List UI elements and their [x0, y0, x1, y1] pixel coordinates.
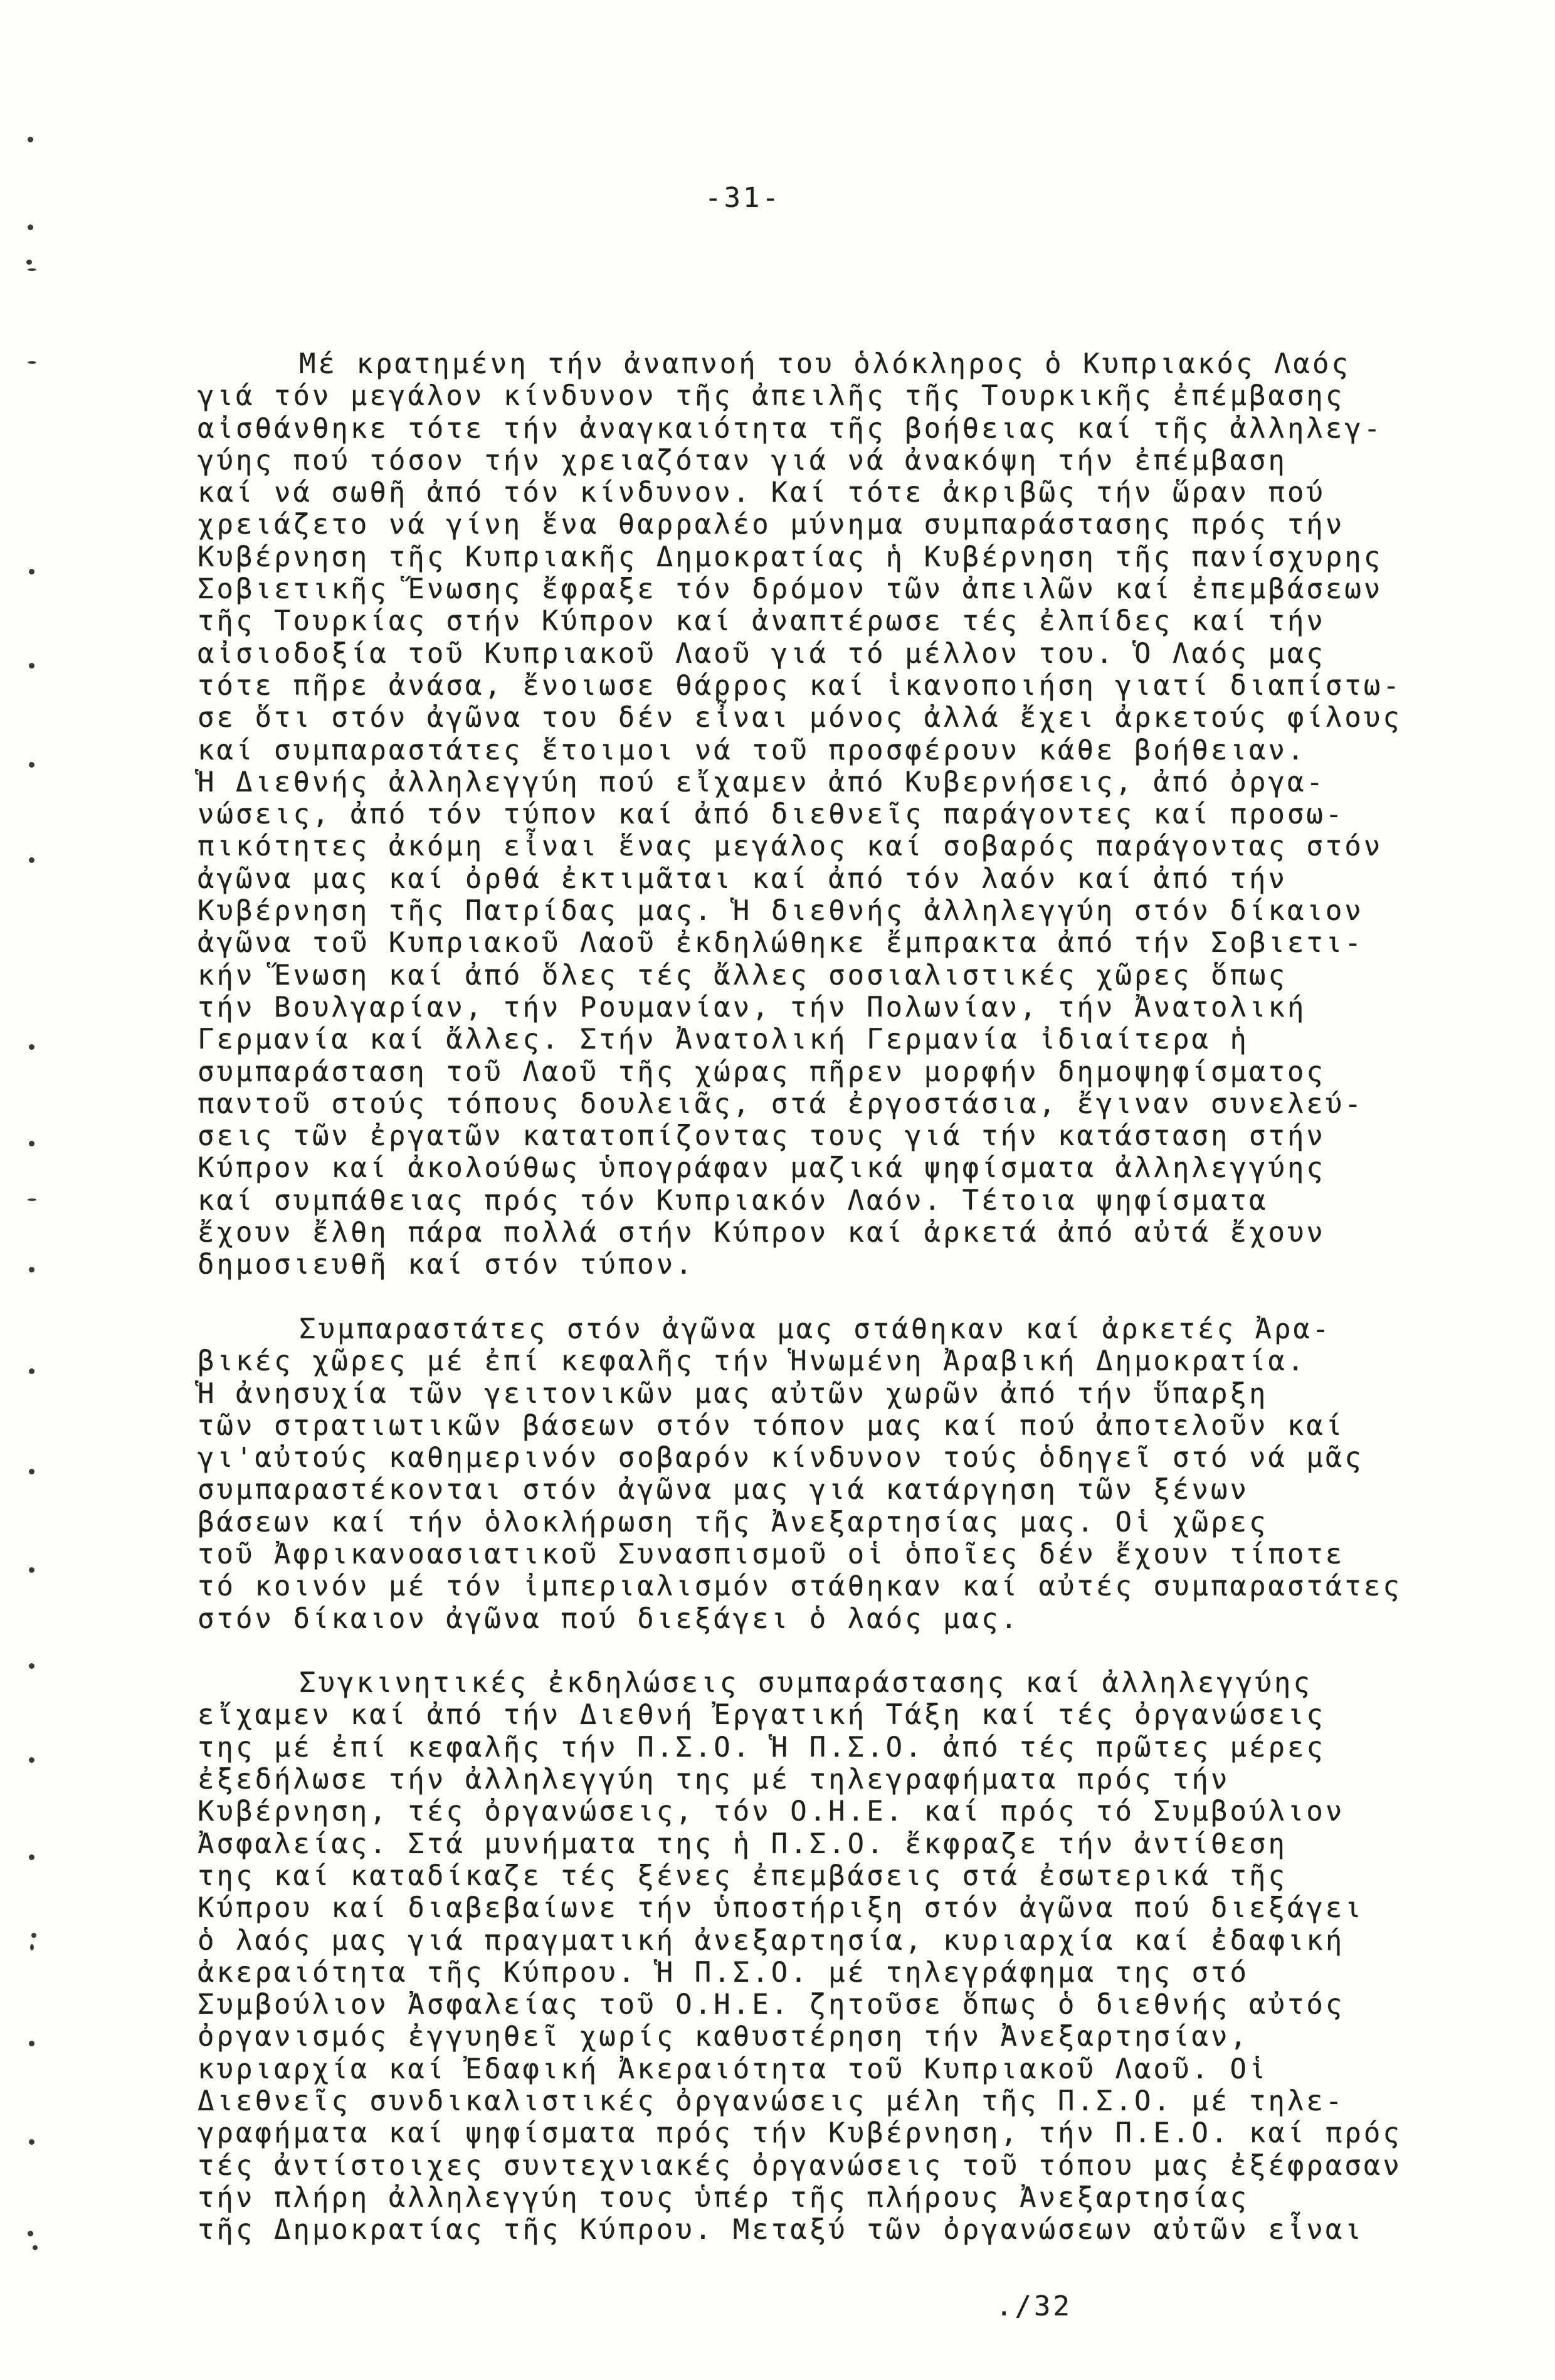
margin-speck — [29, 1663, 34, 1669]
text-line: γραφήματα καί ψηφίσματα πρός τήν Κυβέρνηση, τήν Π.Ε.Ο. καί πρός — [198, 2117, 1402, 2150]
margin-speck — [29, 1757, 34, 1763]
text-line: τῶν στρατιωτικῶν βάσεων στόν τόπον μας καί πού ἀποτελοῦν καί — [198, 1409, 1345, 1442]
text-line: βάσεων καί τήν ὁλοκλήρωση τῆς Ἀνεξαρτησίας μας. Οἱ χῶρες — [198, 1506, 1268, 1538]
text-line: αἰσιοδοξία τοῦ Κυπριακοῦ Λαοῦ γιά τό μέλλον του. Ὁ Λαός μας — [198, 637, 1326, 670]
page-number: -31- — [705, 182, 781, 214]
text-line: τῆς Δημοκρατίας τῆς Κύπρου. Μεταξύ τῶν ὀργανώσεων αὐτῶν εἶναι — [198, 2214, 1364, 2246]
margin-speck — [28, 2231, 33, 2236]
margin-speck — [29, 2139, 34, 2145]
text-line: τῆς Τουρκίας στήν Κύπρον καί ἀναπτέρωσε τές ἐλπίδες καί τήν — [198, 605, 1326, 638]
paragraph-2 — [198, 1313, 1502, 1635]
paragraph-spacer — [198, 1281, 1502, 1313]
text-line: δημοσιευθῆ καί στόν τύπον. — [198, 1249, 695, 1281]
text-line: συμπαραστέκονται στόν ἀγῶνα μας γιά κατάργηση τῶν ξένων — [198, 1474, 1249, 1506]
text-line: Κυβέρνηση τῆς Κυπριακῆς Δημοκρατίας ἡ Κυβέρνηση τῆς πανίσχυρης — [198, 541, 1383, 573]
text-line: εἴχαμεν καί ἀπό τήν Διεθνή Ἐργατική Τάξη καί τές ὀργανώσεις — [198, 1699, 1326, 1732]
text-line: Διεθνεῖς συνδικαλιστικές ὀργανώσεις μέλη τῆς Π.Σ.Ο. μέ τηλε- — [198, 2085, 1345, 2118]
text-line: κήν Ἕνωση καί ἀπό ὅλες τές ἄλλες σοσιαλιστικές χῶρες ὅπως — [198, 959, 1287, 992]
paragraph-1 — [198, 348, 1502, 1281]
text-line: Κύπρου καί διαβεβαίωνε τήν ὑποστήριξη στόν ἀγῶνα πού διεξάγει — [198, 1892, 1364, 1925]
text-line: Κυβέρνηση τῆς Πατρίδας μας. Ἡ διεθνής ἀλληλεγγύη στόν δίκαιον — [198, 895, 1364, 928]
margin-speck — [29, 857, 34, 863]
text-line: ὀργανισμός ἐγγυηθεῖ χωρίς καθυστέρηση τήν Ἀνεξαρτησίαν, — [198, 2021, 1249, 2053]
text-line: Συμβούλιον Ἀσφαλείας τοῦ Ο.Η.Ε. ζητοῦσε ὅπως ὁ διεθνής αὐτός — [198, 1989, 1345, 2021]
text-line: της καί καταδίκαζε τές ξένες ἐπεμβάσεις στά ἐσωτερικά τῆς — [198, 1859, 1287, 1892]
text-line: γιά τόν μεγάλον κίνδυνον τῆς ἀπειλῆς τῆς Τουρκικῆς ἐπέμβασης — [198, 380, 1345, 413]
text-line: ὁ λαός μας γιά πραγματική ἀνεξαρτησία, κυριαρχία καί ἐδαφική — [198, 1924, 1345, 1957]
margin-speck — [28, 225, 33, 230]
text-line: της μέ ἐπί κεφαλῆς τήν Π.Σ.Ο. Ἡ Π.Σ.Ο. ἀπό τές πρῶτες μέρες — [198, 1731, 1326, 1764]
text-line: Ἡ Διεθνής ἀλληλεγγύη πού εἴχαμεν ἀπό Κυβερνήσεις, ἀπό ὀργα- — [198, 766, 1326, 798]
text-line: σε ὅτι στόν ἀγῶνα του δέν εἶναι μόνος ἀλλά ἔχει ἀρκετούς φίλους — [198, 702, 1402, 734]
text-line: τοῦ Ἀφρικανοασιατικοῦ Συνασπισμοῦ οἱ ὁποῖες δέν ἔχουν τίποτε — [198, 1538, 1345, 1570]
text-line: σεις τῶν ἐργατῶν κατατοπίζοντας τους γιά τήν κατάσταση στήν — [198, 1120, 1326, 1153]
text-line: ἐξεδήλωσε τήν ἀλληλεγγύη της μέ τηλεγραφήματα πρός τήν — [198, 1764, 1230, 1796]
text-line: τήν Βουλγαρίαν, τήν Ρουμανίαν, τήν Πολωνίαν, τήν Ἀνατολική — [198, 991, 1307, 1023]
text-line: Γερμανία καί ἄλλες. Στήν Ἀνατολική Γερμανία ἰδιαίτερα ἡ — [198, 1023, 1249, 1056]
margin-speck — [29, 2041, 34, 2046]
text-line: Ἡ ἀνησυχία τῶν γειτονικῶν μας αὐτῶν χωρῶν ἀπό τήν ὕπαρξη — [198, 1377, 1268, 1410]
text-line: παντοῦ στούς τόπους δουλειᾶς, στά ἐργοστάσια, ἔγιναν συνελεύ- — [198, 1087, 1364, 1120]
margin-speck — [29, 663, 34, 669]
margin-speck — [29, 1267, 34, 1272]
margin-speck — [29, 762, 34, 768]
margin-speck — [28, 268, 36, 271]
text-line: ἀγῶνα μας καί ὀρθά ἐκτιμᾶται καί ἀπό τόν λαόν καί ἀπό τήν — [198, 862, 1287, 895]
text-line: συμπαράσταση τοῦ Λαοῦ τῆς χώρας πῆρεν μορφήν δημοψηφίσματος — [198, 1055, 1326, 1088]
text-line: τές ἀντίστοιχες συντεχνιακές ὀργανώσεις τοῦ τόπου μας ἐξέφρασαν — [198, 2149, 1402, 2182]
text-line: τότε πῆρε ἀνάσα, ἔνοιωσε θάρρος καί ἱκανοποιήση γιατί διαπίστω- — [198, 669, 1402, 702]
margin-speck — [28, 137, 33, 142]
margin-speck — [29, 1567, 34, 1573]
text-line: γι'αὐτούς καθημερινόν σοβαρόν κίνδυνον τούς ὁδηγεῖ στό νά μᾶς — [198, 1442, 1364, 1474]
text-line: Κύπρον καί ἀκολούθως ὑπογράφαν μαζικά ψηφίσματα ἀλληλεγγύης — [198, 1152, 1326, 1185]
text-line: ἀκεραιότητα τῆς Κύπρου. Ἡ Π.Σ.Ο. μέ τηλεγράφημα της στό — [198, 1956, 1249, 1989]
text-line: καί νά σωθῆ ἀπό τόν κίνδυνον. Καί τότε ἀκριβῶς τήν ὥραν πού — [198, 477, 1326, 509]
text-line: Συμπαραστάτες στόν ἀγῶνα μας στάθηκαν καί ἀρκετές Ἀρα- — [299, 1313, 1332, 1345]
margin-speck — [29, 1469, 34, 1474]
margin-speck — [30, 1944, 34, 1950]
text-line: αἰσθάνθηκε τότε τήν ἀναγκαιότητα τῆς βοήθειας καί τῆς ἀλληλεγ- — [198, 412, 1383, 445]
margin-speck — [28, 1198, 36, 1201]
text-line: κυριαρχία καί Ἐδαφική Ἀκεραιότητα τοῦ Κυπριακοῦ Λαοῦ. Οἱ — [198, 2053, 1268, 2085]
margin-speck — [29, 569, 34, 574]
margin-speck — [29, 1854, 34, 1860]
text-line: ἀγῶνα τοῦ Κυπριακοῦ Λαοῦ ἐκδηλώθηκε ἔμπρακτα ἀπό τήν Σοβιετι- — [198, 927, 1364, 960]
text-line: καί συμπάθειας πρός τόν Κυπριακόν Λαόν. Τέτοια ψηφίσματα — [198, 1184, 1268, 1217]
paragraph-3 — [198, 1667, 1502, 2246]
paragraph-spacer — [198, 1635, 1502, 1667]
text-line: Συγκινητικές ἐκδηλώσεις συμπαράστασης καί ἀλληλεγγύης — [299, 1667, 1312, 1700]
text-line: βικές χῶρες μέ ἐπί κεφαλῆς τήν Ἡνωμένη Ἀραβική Δημοκρατία. — [198, 1345, 1307, 1378]
text-line: τό κοινόν μέ τόν ἰμπεριαλισμόν στάθηκαν καί αὐτές συμπαραστάτες — [198, 1570, 1402, 1603]
text-line: τήν πλήρη ἀλληλεγγύη τους ὑπέρ τῆς πλήρους Ἀνεξαρτησίας — [198, 2181, 1249, 2214]
margin-speck — [29, 1141, 34, 1146]
text-line: νώσεις, ἀπό τόν τύπον καί ἀπό διεθνεῖς παράγοντες καί προσω- — [198, 798, 1345, 831]
text-line: καί συμπαραστάτες ἕτοιμοι νά τοῦ προσφέρουν κάθε βοήθειαν. — [198, 734, 1307, 766]
text-line: Κυβέρνηση, τές ὀργανώσεις, τόν Ο.Η.Ε. καί πρός τό Συμβούλιον — [198, 1796, 1345, 1828]
text-line: χρειάζετο νά γίνη ἕνα θαρραλέο μύνημα συμπαράστασης πρός τήν — [198, 509, 1345, 541]
text-line: πικότητες ἀκόμη εἶναι ἕνας μεγάλος καί σοβαρός παράγοντας στόν — [198, 830, 1383, 863]
body-text — [198, 348, 1502, 2246]
margin-speck — [28, 361, 36, 364]
margin-speck — [26, 260, 32, 265]
text-line: ἔχουν ἔλθη πάρα πολλά στήν Κύπρον καί ἀρκετά ἀπό αὐτά ἔχουν — [198, 1217, 1326, 1249]
text-line: γύης πού τόσον τήν χρειαζόταν γιά νά ἀνακόψη τήν ἐπέμβαση — [198, 444, 1287, 477]
margin-speck — [33, 2245, 38, 2250]
continuation-marker: ./32 — [996, 2290, 1072, 2322]
text-line: Σοβιετικῆς Ἕνωσης ἔφραξε τόν δρόμον τῶν ἀπειλῶν καί ἐπεμβάσεων — [198, 573, 1383, 606]
margin-speck — [31, 1933, 36, 1938]
margin-speck — [29, 1368, 34, 1374]
text-line: Ἀσφαλείας. Στά μυνήματα της ἡ Π.Σ.Ο. ἔκφραζε τήν ἀντίθεση — [198, 1827, 1287, 1860]
text-line: Μέ κρατημένη τήν ἀναπνοή του ὁλόκληρος ὁ Κυπριακός Λαός — [299, 348, 1351, 380]
margin-speck — [29, 1044, 34, 1050]
text-line: στόν δίκαιον ἀγῶνα πού διεξάγει ὁ λαός μας. — [198, 1602, 1020, 1635]
